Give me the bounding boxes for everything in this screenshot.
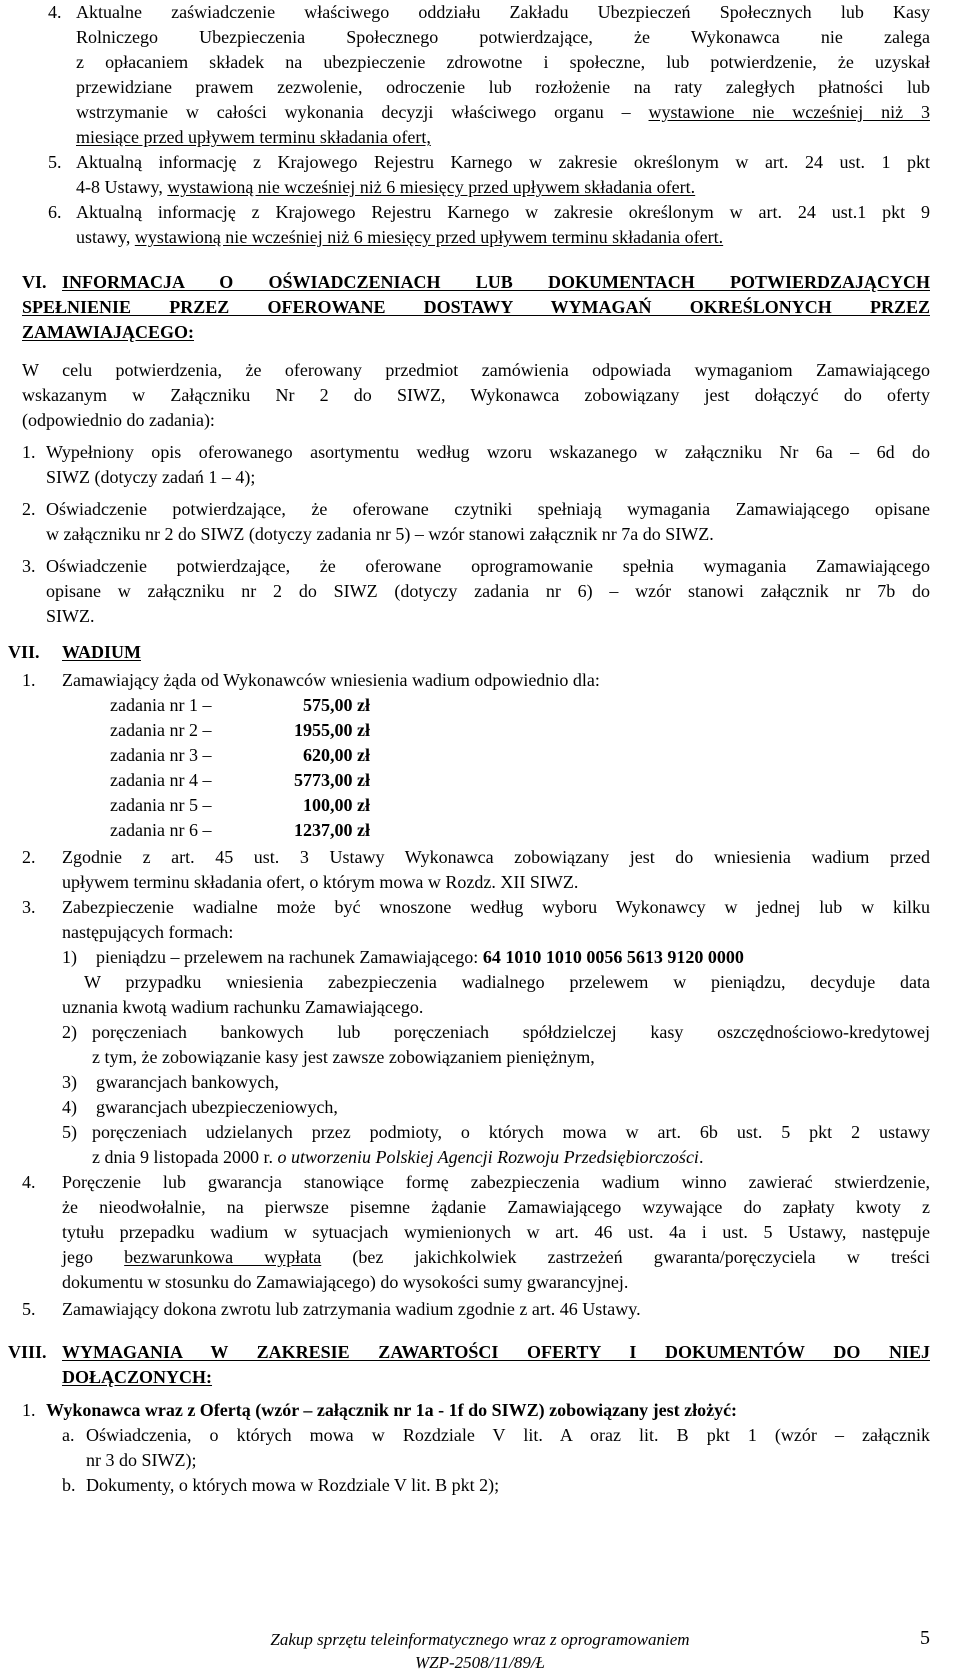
item-number: 6.: [48, 202, 62, 222]
amount-value: 575,00 zł: [303, 695, 370, 715]
list-item: Zamawiający żąda od Wykonawców wniesienia wadium odpowiednio dla:: [62, 670, 600, 690]
sub-item: Dokumenty, o których mowa w Rozdziale V lit. B pkt 2);: [86, 1475, 500, 1495]
form-item: gwarancjach ubezpieczeniowych,: [96, 1097, 338, 1117]
footer-reference: WZP-2508/11/89/Ł: [414, 1653, 546, 1672]
sub-item-letter: b.: [62, 1475, 76, 1495]
amount-value: 620,00 zł: [303, 745, 370, 765]
section-intro-line: wskazanym w Załączniku Nr 2 do SIWZ, Wykonawca zobowiązany jest dołączyć do oferty: [22, 385, 930, 405]
list-item: Zabezpieczenie wadialne może być wnoszone według wyboru Wykonawcy w jednej lub w kilku: [62, 897, 930, 917]
section-title-line: WYMAGANIA W ZAKRESIE ZAWARTOŚCI OFERTY I DOKUMENTÓW DO NIEJ: [62, 1342, 930, 1362]
item-4-line: przewidziane prawem zezwolenie, odroczenie lub rozłożenie na raty zaległych płatności lub: [76, 77, 930, 97]
section-title: [62, 1365, 212, 1390]
list-item: Zamawiający dokona zwrotu lub zatrzymania wadium zgodnie z art. 46 Ustawy.: [62, 1299, 641, 1319]
form-note-line: W przypadku wniesienia zabezpieczenia wadialnego przelewem w pieniądzu, decyduje data: [84, 972, 930, 992]
list-item: dokumentu w stosunku do Zamawiającego) do wysokości sumy gwarancyjnej.: [62, 1272, 629, 1292]
item-number: 3.: [22, 556, 36, 576]
task-label: zadania nr 2 –: [110, 720, 212, 740]
list-item: SIWZ (dotyczy zadań 1 – 4);: [46, 467, 256, 487]
item-4-underlined: miesiące przed upływem terminu składania ofert,: [76, 127, 431, 147]
list-item: Zgodnie z art. 45 ust. 3 Ustawy Wykonawca zobowiązany jest do wniesienia wadium przed: [62, 847, 930, 867]
amount-value: 1955,00 zł: [294, 720, 370, 740]
list-item: SIWZ.: [46, 606, 95, 626]
form-text: .: [698, 1147, 704, 1167]
sub-item: nr 3 do SIWZ);: [86, 1450, 197, 1470]
item-4-line: Rolniczego Ubezpieczenia Społecznego potwierdzające, że Wykonawca nie zalega: [76, 27, 930, 47]
item-5-line: Aktualną informację z Krajowego Rejestru Karnego w zakresie określonym w art. 24 ust. 1 pkt: [76, 152, 930, 172]
section-title: [22, 320, 194, 345]
form-item: poręczeniach udzielanych przez podmioty, o których mowa w art. 6b ust. 5 pkt 2 ustawy: [92, 1122, 930, 1142]
wadium-amount-row: [110, 793, 370, 818]
item-number: 3.: [22, 897, 36, 917]
sub-item-letter: a.: [62, 1425, 75, 1445]
wadium-amount-row: [110, 768, 370, 793]
wadium-amount-row: [110, 818, 370, 843]
item-4-line: [76, 125, 431, 150]
list-item: Oświadczenie potwierdzające, że oferowane oprogramowanie spełnia wymagania Zamawiającego: [46, 556, 930, 576]
item-number: 1.: [22, 670, 36, 690]
item-4-line: z opłacaniem składek na ubezpieczenie zdrowotne i społeczne, lub potwierdzenie, że uzyskał: [76, 52, 930, 72]
section-title-line: SPEŁNIENIE PRZEZ OFEROWANE DOSTAWY WYMAGAŃ OKREŚLONYCH PRZEZ: [22, 297, 930, 317]
form-text: z dnia 9 listopada 2000 r.: [92, 1147, 278, 1167]
item-number: 1.: [22, 1400, 36, 1420]
section-title: WADIUM: [62, 642, 141, 662]
form-item: [96, 945, 744, 970]
list-item: Wypełniony opis oferowanego asortymentu według wzoru wskazanego w załączniku Nr 6a – 6d do: [46, 442, 930, 462]
section-number: VII.: [8, 642, 40, 662]
list-item: w załączniku nr 2 do SIWZ (dotyczy zadania nr 5) – wzór stanowi załącznik nr 7a do SIWZ.: [46, 524, 714, 544]
task-label: zadania nr 4 –: [110, 770, 212, 790]
wadium-amount-row: [110, 743, 370, 768]
list-item: tytułu przepadku wadium w sytuacjach wymienionych w art. 46 ust. 4a i ust. 5 Ustawy, następuje: [62, 1222, 930, 1242]
task-label: zadania nr 3 –: [110, 745, 212, 765]
item-6-underlined: wystawioną nie wcześniej niż 6 miesięcy przed upływem terminu składania ofert.: [134, 227, 724, 247]
form-number: 1): [62, 947, 77, 967]
footer-title: Zakup sprzętu teleinformatycznego wraz z oprogramowaniem: [270, 1630, 690, 1649]
section-intro-line: (odpowiednio do zadania):: [22, 410, 215, 430]
item-6-line: [76, 225, 723, 250]
list-item: upływem terminu składania ofert, o którym mowa w Rozdz. XII SIWZ.: [62, 872, 579, 892]
wadium-amount-row: [110, 718, 370, 743]
form-text: pieniądzu – przelewem na rachunek Zamawiającego:: [96, 947, 483, 967]
amount-value: 1237,00 zł: [294, 820, 370, 840]
item-number: 5.: [48, 152, 62, 172]
list-item: Oświadczenie potwierdzające, że oferowane czytniki spełniają wymagania Zamawiającego opisane: [46, 499, 930, 519]
task-label: zadania nr 5 –: [110, 795, 212, 815]
section-title: [62, 1340, 930, 1365]
list-item: Poręczenie lub gwarancja stanowiące formę zabezpieczenia wadium winno zawierać stwierdzenie,: [62, 1172, 930, 1192]
item-number: 2.: [22, 499, 36, 519]
sub-item: Oświadczenia, o których mowa w Rozdziale V lit. A oraz lit. B pkt 1 (wzór – załącznik: [86, 1425, 930, 1445]
section-number: VI.: [22, 272, 47, 292]
section-number: VIII.: [8, 1342, 47, 1362]
item-4-underlined: wystawione nie wcześniej niż 3: [648, 102, 930, 122]
list-item: opisane w załączniku nr 2 do SIWZ (dotyczy zadania nr 6) – wzór stanowi załącznik nr 7b do: [46, 581, 930, 601]
list-item: następujących formach:: [62, 922, 234, 942]
amount-value: 5773,00 zł: [294, 770, 370, 790]
task-label: zadania nr 6 –: [110, 820, 212, 840]
form-number: 5): [62, 1122, 77, 1142]
form-item: poręczeniach bankowych lub poręczeniach spółdzielczej kasy oszczędnościowo-kredytowej: [92, 1022, 930, 1042]
amount-value: 100,00 zł: [303, 795, 370, 815]
item-4-line: Aktualne zaświadczenie właściwego oddziału Zakładu Ubezpieczeń Społecznych lub Kasy: [76, 2, 930, 22]
section-title: [22, 295, 930, 320]
item-6-text: ustawy,: [76, 227, 135, 247]
form-item: gwarancjach bankowych,: [96, 1072, 279, 1092]
item-number: 4.: [48, 2, 62, 22]
item-5-text: 4-8 Ustawy,: [76, 177, 168, 197]
item-5-line: [76, 175, 695, 200]
item-4-text: wstrzymanie w całości wykonania decyzji właściwego organu –: [76, 102, 649, 122]
form-item: z tym, że zobowiązanie kasy jest zawsze zobowiązaniem pieniężnym,: [92, 1047, 595, 1067]
item-text: jego: [62, 1247, 125, 1267]
list-item: Wykonawca wraz z Ofertą (wzór – załącznik nr 1a - 1f do SIWZ) zobowiązany jest złożyć:: [46, 1400, 738, 1420]
form-item: [92, 1145, 703, 1170]
section-title-line: DOŁĄCZONYCH:: [62, 1367, 213, 1387]
section-title-line: ZAMAWIAJĄCEGO:: [22, 322, 195, 342]
form-number: 3): [62, 1072, 77, 1092]
item-underlined: bezwarunkowa wypłata: [124, 1247, 322, 1267]
form-number: 2): [62, 1022, 77, 1042]
section-title-line: INFORMACJA O OŚWIADCZENIACH LUB DOKUMENTACH POTWIERDZAJĄCYCH: [62, 272, 930, 292]
list-item: że nieodwołalnie, na pierwsze pisemne żądanie Zamawiającego wzywające do zapłaty kwoty z: [62, 1197, 930, 1217]
section-title: [62, 270, 930, 295]
item-number: 5.: [22, 1299, 36, 1319]
page-number: 5: [920, 1627, 930, 1649]
item-4-line: [76, 100, 930, 125]
list-item: [62, 1245, 930, 1270]
item-number: 1.: [22, 442, 36, 462]
section-intro-line: W celu potwierdzenia, że oferowany przedmiot zamówienia odpowiada wymaganiom Zamawiającego: [22, 360, 930, 380]
task-label: zadania nr 1 –: [110, 695, 212, 715]
item-number: 2.: [22, 847, 36, 867]
bank-account-number: 64 1010 1010 0056 5613 9120 0000: [482, 947, 744, 967]
item-text: (bez jakichkolwiek zastrzeżeń gwaranta/poręczyciela w treści: [321, 1247, 930, 1267]
form-number: 4): [62, 1097, 77, 1117]
item-6-line: Aktualną informację z Krajowego Rejestru Karnego w zakresie określonym w art. 24 ust.1 pkt 9: [76, 202, 930, 222]
wadium-amount-row: [110, 693, 370, 718]
form-note-line: uznania kwotą wadium rachunku Zamawiającego.: [62, 997, 424, 1017]
item-5-underlined: wystawioną nie wcześniej niż 6 miesięcy przed upływem składania ofert.: [167, 177, 696, 197]
act-title: o utworzeniu Polskiej Agencji Rozwoju Przedsiębiorczości: [277, 1147, 699, 1167]
item-number: 4.: [22, 1172, 36, 1192]
